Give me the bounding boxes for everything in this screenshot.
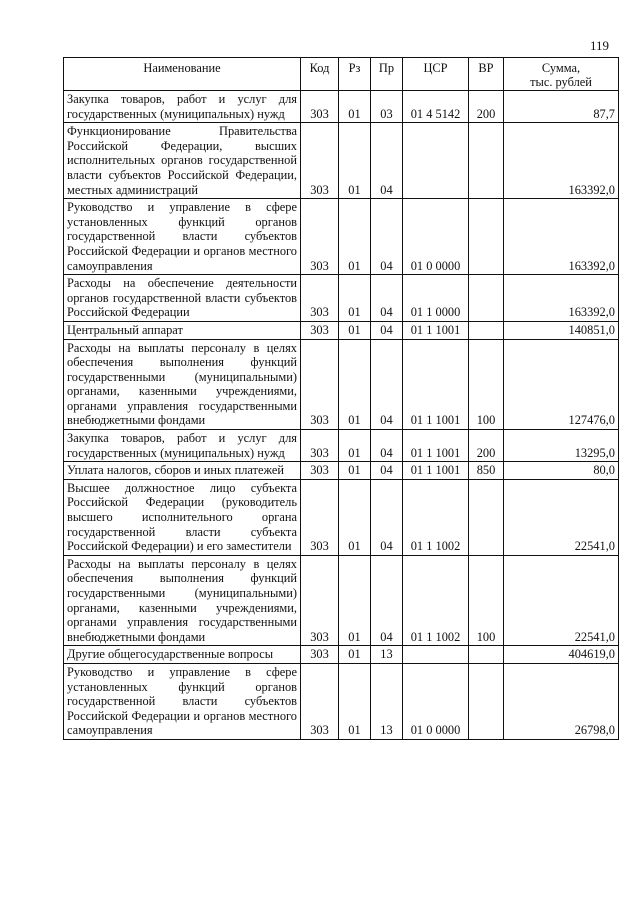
table-row xyxy=(64,199,619,275)
table-row xyxy=(64,275,619,322)
header-sum-line2: тыс. рублей xyxy=(530,75,592,89)
cell-csr: 01 0 0000 xyxy=(403,663,469,739)
header-name: Наименование xyxy=(64,58,301,91)
cell-name: Расходы на выплаты персоналу в целях обеспечения выполнения функций государственными (муниципальными) органами, казенными учреждениями, органами управления государственными внебюджетными фондами xyxy=(64,555,301,646)
cell-pr: 04 xyxy=(371,430,403,462)
cell-rz: 01 xyxy=(339,339,371,430)
cell-sum: 13295,0 xyxy=(504,430,619,462)
cell-sum: 22541,0 xyxy=(504,479,619,555)
cell-csr xyxy=(403,123,469,199)
cell-name: Функционирование Правительства Российской Федерации, высших исполнительных органов государственной власти субъектов Российской Федерации, местных администраций xyxy=(64,123,301,199)
table-row xyxy=(64,479,619,555)
cell-pr: 04 xyxy=(371,339,403,430)
cell-sum: 80,0 xyxy=(504,462,619,480)
table-row xyxy=(64,91,619,123)
cell-csr xyxy=(403,646,469,664)
header-sum xyxy=(504,58,619,91)
cell-code: 303 xyxy=(301,663,339,739)
cell-sum: 87,7 xyxy=(504,91,619,123)
cell-csr: 01 1 1001 xyxy=(403,321,469,339)
table-row xyxy=(64,339,619,430)
cell-vr: 100 xyxy=(469,339,504,430)
cell-vr xyxy=(469,663,504,739)
cell-vr xyxy=(469,646,504,664)
cell-pr: 04 xyxy=(371,123,403,199)
cell-name: Закупка товаров, работ и услуг для государственных (муниципальных) нужд xyxy=(64,91,301,123)
cell-pr: 04 xyxy=(371,479,403,555)
cell-sum: 26798,0 xyxy=(504,663,619,739)
cell-name: Руководство и управление в сфере установленных функций органов государственной власти субъектов Российской Федерации и органов местного самоуправления xyxy=(64,663,301,739)
cell-rz: 01 xyxy=(339,199,371,275)
cell-csr: 01 1 1002 xyxy=(403,479,469,555)
cell-name: Закупка товаров, работ и услуг для государственных (муниципальных) нужд xyxy=(64,430,301,462)
table-row xyxy=(64,462,619,480)
cell-sum: 22541,0 xyxy=(504,555,619,646)
cell-code: 303 xyxy=(301,275,339,322)
header-pr: Пр xyxy=(371,58,403,91)
cell-sum: 163392,0 xyxy=(504,199,619,275)
cell-vr: 850 xyxy=(469,462,504,480)
cell-rz: 01 xyxy=(339,123,371,199)
cell-code: 303 xyxy=(301,91,339,123)
cell-name: Другие общегосударственные вопросы xyxy=(64,646,301,664)
header-row xyxy=(64,58,619,91)
cell-rz: 01 xyxy=(339,646,371,664)
cell-sum: 404619,0 xyxy=(504,646,619,664)
cell-vr: 200 xyxy=(469,430,504,462)
cell-name: Расходы на выплаты персоналу в целях обеспечения выполнения функций государственными (муниципальными) органами, казенными учреждениями, органами управления государственными внебюджетными фондами xyxy=(64,339,301,430)
cell-csr: 01 4 5142 xyxy=(403,91,469,123)
cell-pr: 04 xyxy=(371,555,403,646)
cell-csr: 01 1 1001 xyxy=(403,339,469,430)
cell-rz: 01 xyxy=(339,555,371,646)
cell-pr: 04 xyxy=(371,321,403,339)
cell-rz: 01 xyxy=(339,462,371,480)
budget-table xyxy=(63,57,619,740)
cell-csr: 01 1 0000 xyxy=(403,275,469,322)
table-row xyxy=(64,321,619,339)
table-row xyxy=(64,555,619,646)
cell-rz: 01 xyxy=(339,275,371,322)
cell-sum: 140851,0 xyxy=(504,321,619,339)
cell-csr: 01 1 1001 xyxy=(403,462,469,480)
cell-pr: 04 xyxy=(371,462,403,480)
cell-code: 303 xyxy=(301,479,339,555)
cell-name: Высшее должностное лицо субъекта Российской Федерации (руководитель высшего исполнительного органа государственной власти субъекта Российской Федерации) и его заместители xyxy=(64,479,301,555)
cell-name: Расходы на обеспечение деятельности органов государственной власти субъектов Российской Федерации xyxy=(64,275,301,322)
cell-vr: 100 xyxy=(469,555,504,646)
table-row xyxy=(64,430,619,462)
cell-code: 303 xyxy=(301,123,339,199)
cell-csr: 01 0 0000 xyxy=(403,199,469,275)
cell-csr: 01 1 1001 xyxy=(403,430,469,462)
table-row xyxy=(64,663,619,739)
cell-sum: 163392,0 xyxy=(504,123,619,199)
cell-code: 303 xyxy=(301,339,339,430)
cell-name: Руководство и управление в сфере установленных функций органов государственной власти субъектов Российской Федерации и органов местного самоуправления xyxy=(64,199,301,275)
cell-rz: 01 xyxy=(339,663,371,739)
table-header xyxy=(64,58,619,91)
cell-pr: 03 xyxy=(371,91,403,123)
cell-pr: 13 xyxy=(371,663,403,739)
cell-code: 303 xyxy=(301,646,339,664)
header-vr: ВР xyxy=(469,58,504,91)
header-csr: ЦСР xyxy=(403,58,469,91)
cell-code: 303 xyxy=(301,430,339,462)
cell-rz: 01 xyxy=(339,479,371,555)
cell-vr xyxy=(469,321,504,339)
header-rz: Рз xyxy=(339,58,371,91)
cell-vr xyxy=(469,275,504,322)
page-number: 119 xyxy=(590,38,610,53)
cell-vr xyxy=(469,123,504,199)
cell-code: 303 xyxy=(301,321,339,339)
cell-code: 303 xyxy=(301,199,339,275)
cell-pr: 04 xyxy=(371,275,403,322)
cell-vr xyxy=(469,199,504,275)
table-body xyxy=(64,91,619,740)
cell-pr: 04 xyxy=(371,199,403,275)
cell-code: 303 xyxy=(301,462,339,480)
cell-name: Центральный аппарат xyxy=(64,321,301,339)
cell-sum: 163392,0 xyxy=(504,275,619,322)
cell-vr: 200 xyxy=(469,91,504,123)
cell-csr: 01 1 1002 xyxy=(403,555,469,646)
header-code: Код xyxy=(301,58,339,91)
table-row xyxy=(64,646,619,664)
cell-vr xyxy=(469,479,504,555)
table-row xyxy=(64,123,619,199)
cell-name: Уплата налогов, сборов и иных платежей xyxy=(64,462,301,480)
cell-pr: 13 xyxy=(371,646,403,664)
cell-rz: 01 xyxy=(339,321,371,339)
cell-code: 303 xyxy=(301,555,339,646)
cell-sum: 127476,0 xyxy=(504,339,619,430)
cell-rz: 01 xyxy=(339,430,371,462)
header-sum-line1: Сумма, xyxy=(541,61,581,75)
cell-rz: 01 xyxy=(339,91,371,123)
